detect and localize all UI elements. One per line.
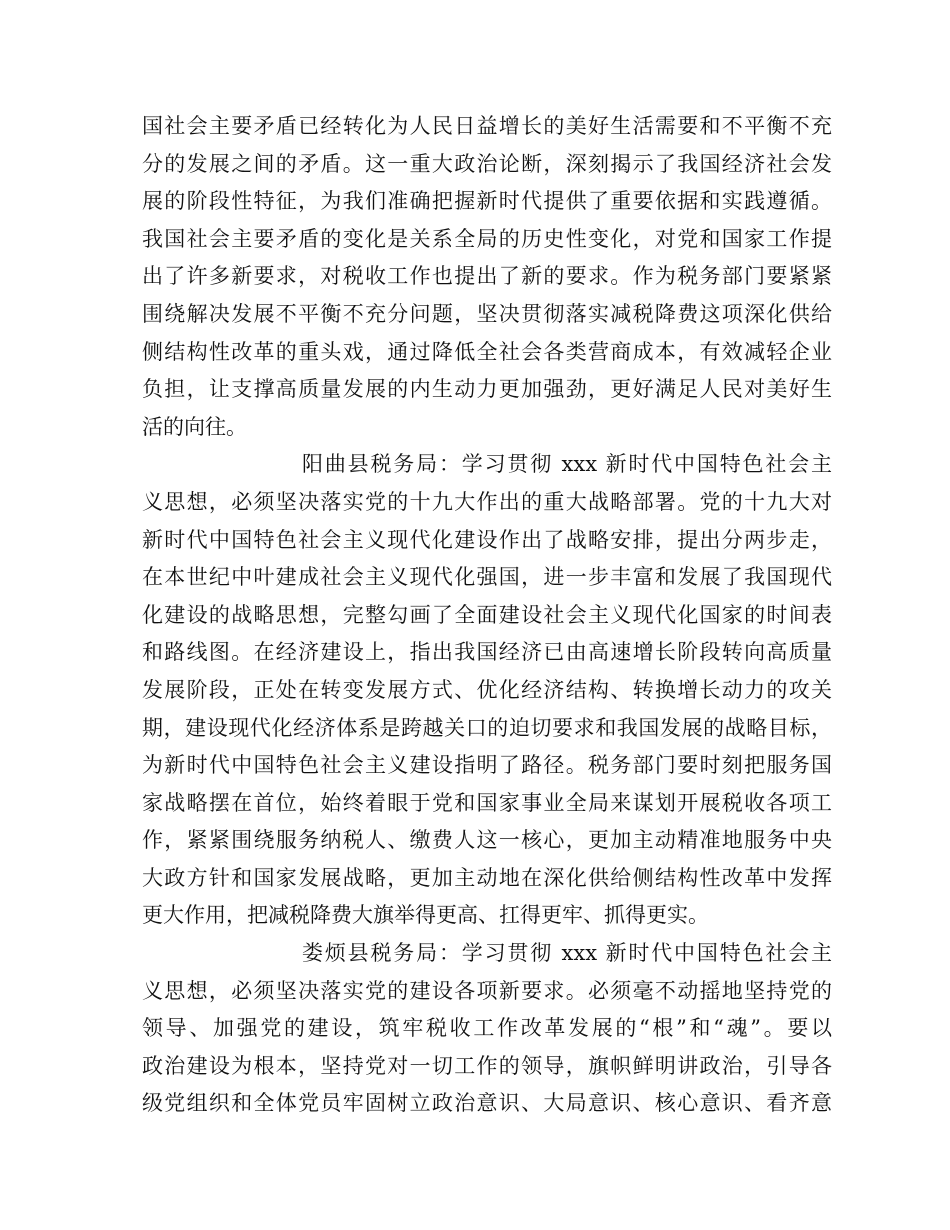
text-line: 我国社会主要矛盾的变化是关系全局的历史性变化，对党和国家工作提 (142, 226, 832, 251)
text-line: 侧结构性改革的重头戏，通过降低全社会各类营商成本，有效减轻企业 (142, 339, 832, 364)
text-line: 领导、加强党的建设，筑牢税收工作改革发展的“根”和“魂”。要以 (142, 1016, 832, 1041)
text-line: 义思想，必须坚决落实党的十九大作出的重大战略部署。党的十九大对 (142, 489, 832, 514)
text-line: 在本世纪中叶建成社会主义现代化强国，进一步丰富和发展了我国现代 (142, 565, 832, 590)
text-line: 围绕解决发展不平衡不充分问题，坚决贯彻落实减税降费这项深化供给 (142, 301, 832, 326)
text-line: 级党组织和全体党员牢固树立政治意识、大局意识、核心意识、看齐意 (142, 1091, 832, 1116)
text-line: 展的阶段性特征，为我们准确把握新时代提供了重要依据和实践遵循。 (142, 189, 832, 214)
text-line: 政治建设为根本，坚持党对一切工作的领导，旗帜鲜明讲政治，引导各 (142, 1053, 832, 1078)
text-line: 发展阶段，正处在转变发展方式、优化经济结构、转换增长动力的攻关 (142, 677, 832, 702)
text-line: 期，建设现代化经济体系是跨越关口的迫切要求和我国发展的战略目标， (142, 715, 832, 740)
text-line: 负担，让支撑高质量发展的内生动力更加强劲，更好满足人民对美好生 (142, 377, 832, 402)
paragraph-end-line: 活的向往。 (142, 414, 247, 439)
text-line: 大政方针和国家发展战略，更加主动地在深化供给侧结构性改革中发挥 (142, 865, 832, 890)
text-line: 国社会主要矛盾已经转化为人民日益增长的美好生活需要和不平衡不充 (142, 114, 832, 138)
text-line: 和路线图。在经济建设上，指出我国经济已由高速增长阶段转向高质量 (142, 640, 832, 665)
text-line: 为新时代中国特色社会主义建设指明了路径。税务部门要时刻把服务国 (142, 753, 832, 778)
text-line: 化建设的战略思想，完整勾画了全面建设社会主义现代化国家的时间表 (142, 602, 832, 627)
section-lead-line: 阳曲县税务局：学习贯彻 xxx 新时代中国特色社会主 (302, 452, 832, 477)
text-line: 分的发展之间的矛盾。这一重大政治论断，深刻揭示了我国经济社会发 (142, 151, 832, 176)
section-lead-line: 娄烦县税务局：学习贯彻 xxx 新时代中国特色社会主 (302, 941, 832, 966)
text-line: 作，紧紧围绕服务纳税人、缴费人这一核心，更加主动精准地服务中央 (142, 828, 832, 853)
body-text (142, 108, 832, 1123)
text-line: 新时代中国特色社会主义现代化建设作出了战略安排，提出分两步走， (142, 527, 832, 552)
paragraph-end-line: 更大作用，把减税降费大旗举得更高、扛得更牢、抓得更实。 (142, 903, 709, 928)
text-line: 家战略摆在首位，始终着眼于党和国家事业全局来谋划开展税收各项工 (142, 790, 832, 815)
text-line: 义思想，必须坚决落实党的建设各项新要求。必须毫不动摇地坚持党的 (142, 978, 832, 1003)
text-line: 出了许多新要求，对税收工作也提出了新的要求。作为税务部门要紧紧 (142, 264, 832, 289)
